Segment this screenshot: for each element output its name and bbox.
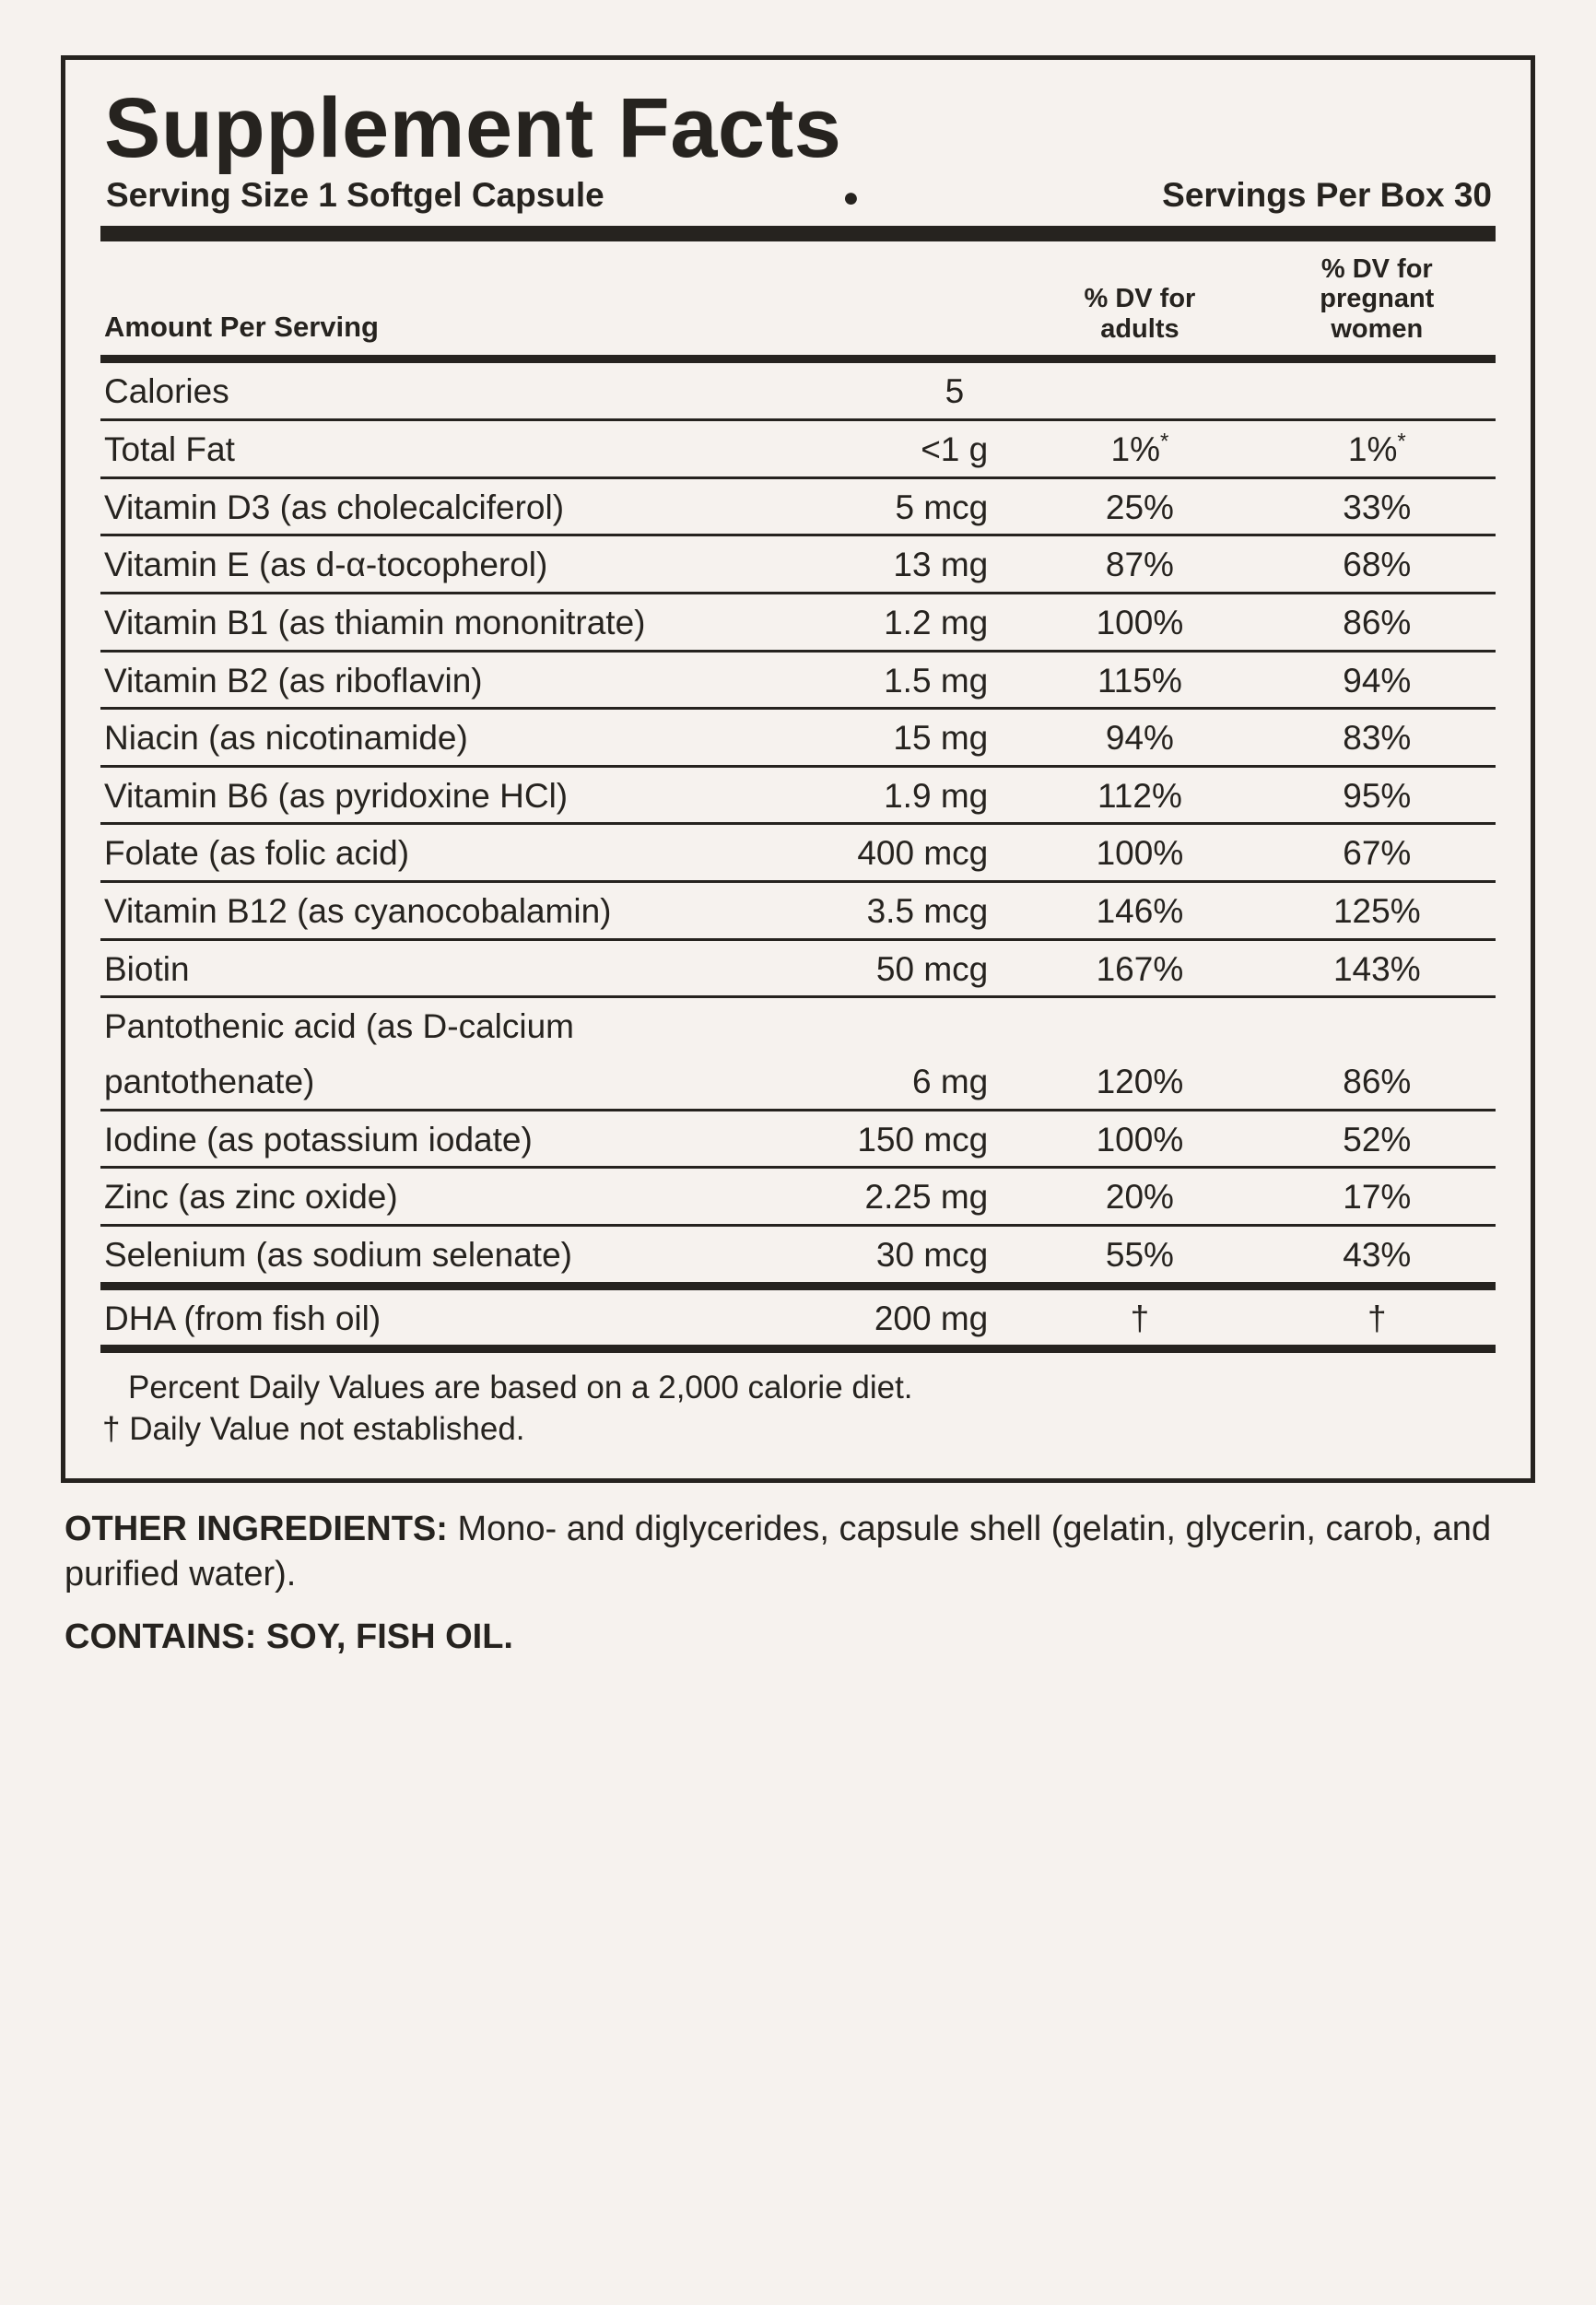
table-row bbox=[100, 997, 1496, 1053]
other-ingredients-heading: OTHER INGREDIENTS: bbox=[65, 1509, 448, 1548]
header-dv-pregnant-line2: pregnant bbox=[1320, 284, 1435, 314]
nutrient-dv-pregnant: 67% bbox=[1259, 824, 1496, 882]
nutrient-name: Vitamin B2 (as riboflavin) bbox=[100, 651, 714, 709]
other-ingredients bbox=[65, 1507, 1531, 1598]
nutrient-dv-pregnant-spacer bbox=[1259, 997, 1496, 1053]
nutrient-amount: 13 mg bbox=[714, 535, 1021, 594]
divider-thick-top bbox=[100, 226, 1496, 241]
nutrient-dv-adults: 100% bbox=[1021, 1110, 1258, 1168]
nutrient-name: Total Fat bbox=[100, 419, 714, 477]
nutrient-amount: 1.5 mg bbox=[714, 651, 1021, 709]
nutrient-dv-adults: 20% bbox=[1021, 1168, 1258, 1226]
table-row bbox=[100, 363, 1496, 419]
nutrient-dv-pregnant: † bbox=[1367, 1299, 1387, 1337]
nutrient-amount: 200 mg bbox=[874, 1299, 989, 1337]
serving-size: Serving Size 1 Softgel Capsule bbox=[106, 175, 604, 214]
nutrient-name: Zinc (as zinc oxide) bbox=[100, 1168, 714, 1226]
header-dv-adults-line2: adults bbox=[1100, 313, 1179, 344]
serving-info-row bbox=[106, 176, 1492, 215]
nutrient-dv-adults: 120% bbox=[1021, 1053, 1258, 1110]
nutrient-dv-adults: 146% bbox=[1021, 882, 1258, 940]
header-dv-adults bbox=[1021, 241, 1258, 355]
header-dv-pregnant-line1: % DV for bbox=[1320, 253, 1433, 284]
supplement-facts-panel bbox=[61, 55, 1535, 1483]
nutrient-dv-adults: † bbox=[1130, 1299, 1150, 1337]
nutrient-amount-spacer bbox=[714, 997, 1021, 1053]
nutrient-dv-pregnant: 68% bbox=[1259, 535, 1496, 594]
divider-medium-dha-top bbox=[100, 1282, 1496, 1290]
nutrient-dv-pregnant: 1%* bbox=[1259, 419, 1496, 477]
nutrient-name: Vitamin B1 (as thiamin mononitrate) bbox=[100, 593, 714, 651]
nutrient-name: Pantothenic acid (as D-calcium bbox=[104, 1007, 574, 1046]
nutrient-amount: <1 g bbox=[714, 419, 1021, 477]
nutrient-name: Niacin (as nicotinamide) bbox=[100, 709, 714, 767]
nutrient-amount: 3.5 mcg bbox=[714, 882, 1021, 940]
footnote-daily-values: Percent Daily Values are based on a 2,000 calorie diet. bbox=[128, 1370, 913, 1406]
page-title: Supplement Facts bbox=[104, 81, 842, 175]
header-dv-pregnant bbox=[1259, 241, 1496, 355]
nutrient-name: DHA (from fish oil) bbox=[104, 1299, 381, 1337]
nutrient-dv-pregnant: 17% bbox=[1259, 1168, 1496, 1226]
table-row bbox=[100, 535, 1496, 594]
nutrient-dv-pregnant: 86% bbox=[1259, 593, 1496, 651]
table-row bbox=[100, 709, 1496, 767]
divider-medium-dha-bottom bbox=[100, 1345, 1496, 1353]
nutrient-amount: 30 mcg bbox=[875, 1236, 989, 1275]
footnotes bbox=[102, 1368, 1496, 1451]
nutrient-dv-adults: 94% bbox=[1021, 709, 1258, 767]
nutrient-amount: 2.25 mg bbox=[714, 1168, 1021, 1226]
nutrient-name: Vitamin B12 (as cyanocobalamin) bbox=[100, 882, 714, 940]
table-row-continuation bbox=[100, 1053, 1496, 1110]
nutrient-dv-adults: 25% bbox=[1021, 477, 1258, 535]
table-row-dha bbox=[100, 1290, 1496, 1346]
nutrient-name: Selenium (as sodium selenate) bbox=[104, 1236, 572, 1275]
dha-table bbox=[100, 1290, 1496, 1346]
nutrient-dv-pregnant: 43% bbox=[1343, 1236, 1412, 1275]
table-header-row bbox=[100, 241, 1496, 355]
nutrient-name: Biotin bbox=[100, 939, 714, 997]
nutrient-dv-pregnant: 125% bbox=[1259, 882, 1496, 940]
serving-separator-dot: ● bbox=[842, 182, 860, 213]
table-row bbox=[100, 477, 1496, 535]
table-row bbox=[100, 419, 1496, 477]
footnote-dagger: † Daily Value not established. bbox=[102, 1411, 525, 1448]
nutrient-dv-adults: 55% bbox=[1105, 1236, 1174, 1275]
nutrient-amount: 15 mg bbox=[714, 709, 1021, 767]
table-row bbox=[100, 593, 1496, 651]
table-row bbox=[100, 1226, 1496, 1282]
nutrient-amount: 5 bbox=[714, 363, 1021, 419]
nutrient-name: Folate (as folic acid) bbox=[100, 824, 714, 882]
nutrient-dv-pregnant: 33% bbox=[1259, 477, 1496, 535]
nutrient-dv-adults bbox=[1021, 363, 1258, 419]
nutrient-amount: 1.9 mg bbox=[714, 766, 1021, 824]
nutrient-dv-adults: 167% bbox=[1021, 939, 1258, 997]
nutrient-dv-adults: 100% bbox=[1021, 593, 1258, 651]
supplement-facts-table bbox=[100, 241, 1496, 355]
table-row bbox=[100, 1110, 1496, 1168]
nutrient-dv-adults: 1%* bbox=[1021, 419, 1258, 477]
nutrient-dv-adults: 112% bbox=[1021, 766, 1258, 824]
nutrient-amount: 5 mcg bbox=[714, 477, 1021, 535]
other-ingredients-text: Mono- and diglycerides, capsule shell (gelatin, glycerin, carob, and purified water). bbox=[65, 1509, 1492, 1594]
contains-statement: CONTAINS: SOY, FISH OIL. bbox=[65, 1617, 513, 1656]
nutrient-amount: 400 mcg bbox=[714, 824, 1021, 882]
nutrient-amount: 50 mcg bbox=[714, 939, 1021, 997]
nutrient-name-line2: pantothenate) bbox=[100, 1053, 714, 1110]
divider-medium-header bbox=[100, 355, 1496, 363]
nutrient-amount: 150 mcg bbox=[714, 1110, 1021, 1168]
table-row bbox=[100, 651, 1496, 709]
nutrient-name: Calories bbox=[100, 363, 714, 419]
header-amount-spacer bbox=[714, 241, 1021, 355]
table-row bbox=[100, 824, 1496, 882]
table-row bbox=[100, 766, 1496, 824]
nutrient-dv-adults: 115% bbox=[1021, 651, 1258, 709]
nutrient-dv-pregnant: 143% bbox=[1259, 939, 1496, 997]
nutrient-name: Vitamin E (as d-α-tocopherol) bbox=[100, 535, 714, 594]
nutrient-name: Vitamin B6 (as pyridoxine HCl) bbox=[100, 766, 714, 824]
nutrient-dv-adults-spacer bbox=[1021, 997, 1258, 1053]
nutrient-dv-pregnant: 94% bbox=[1259, 651, 1496, 709]
nutrient-dv-adults: 87% bbox=[1021, 535, 1258, 594]
header-dv-pregnant-line3: women bbox=[1331, 313, 1424, 344]
nutrient-dv-pregnant: 86% bbox=[1259, 1053, 1496, 1110]
nutrient-amount: 6 mg bbox=[714, 1053, 1021, 1110]
nutrient-dv-adults: 100% bbox=[1021, 824, 1258, 882]
nutrients-table bbox=[100, 363, 1496, 1282]
nutrient-name: Iodine (as potassium iodate) bbox=[100, 1110, 714, 1168]
table-row bbox=[100, 1168, 1496, 1226]
nutrient-dv-pregnant: 52% bbox=[1259, 1110, 1496, 1168]
servings-per-box: Servings Per Box 30 bbox=[1162, 175, 1492, 214]
header-amount-per-serving: Amount Per Serving bbox=[104, 311, 379, 344]
nutrient-name: Vitamin D3 (as cholecalciferol) bbox=[100, 477, 714, 535]
nutrient-dv-pregnant: 95% bbox=[1259, 766, 1496, 824]
nutrient-amount: 1.2 mg bbox=[714, 593, 1021, 651]
table-row bbox=[100, 939, 1496, 997]
table-row bbox=[100, 882, 1496, 940]
nutrient-dv-pregnant bbox=[1259, 363, 1496, 419]
header-dv-adults-line1: % DV for bbox=[1084, 284, 1196, 314]
nutrient-dv-pregnant: 83% bbox=[1259, 709, 1496, 767]
